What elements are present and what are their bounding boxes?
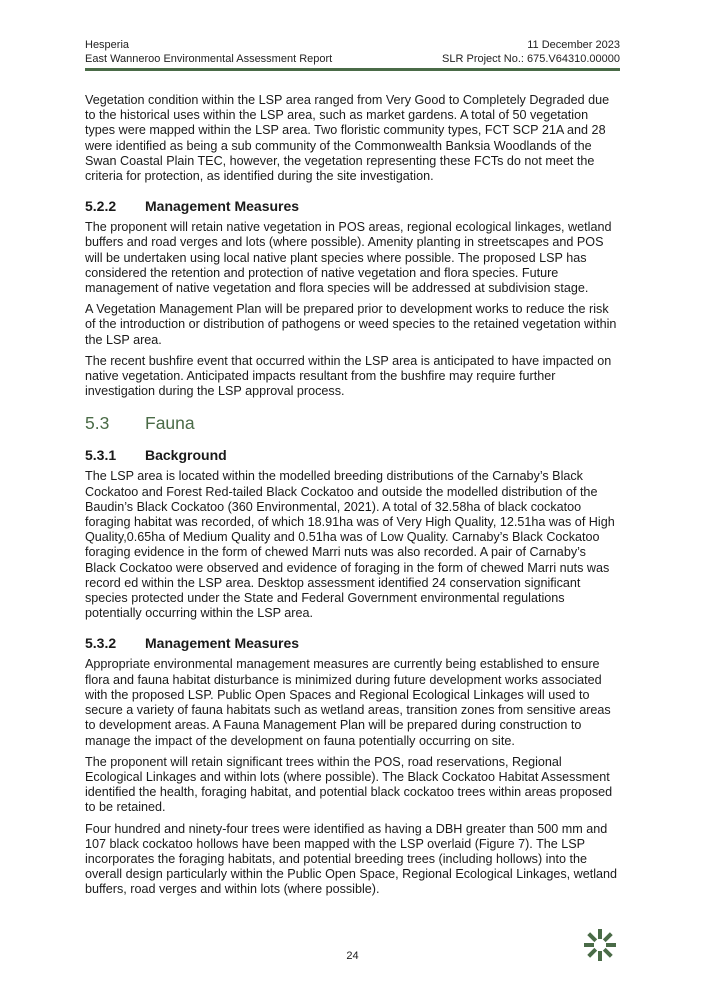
section-title: Fauna (145, 413, 195, 434)
section-5-3-1-heading (85, 447, 620, 463)
section-5-2-2-heading (85, 198, 620, 214)
paragraph: The proponent will retain significant trees within the POS, road reservations, Regional Ecological Linkages and within lots (where possible). The Black Cockatoo Habitat Assessment identified the health, foraging habitat, and potential black cockatoo trees within areas proposed to be retained. (85, 754, 613, 815)
paragraph: The recent bushfire event that occurred within the LSP area is anticipated to have impacted on native vegetation. Anticipated impacts resultant from the bushfire may require further investigation during the LSP approval process. (85, 353, 612, 399)
section-number: 5.3.2 (85, 635, 117, 652)
slr-logo-icon (583, 928, 617, 962)
section-5-3-heading (85, 413, 620, 433)
header-company: Hesperia (85, 39, 130, 51)
page-number: 24 (346, 950, 359, 962)
header-date: 11 December 2023 (527, 39, 620, 51)
section-number: 5.2.2 (85, 198, 117, 215)
header-project-number: SLR Project No.: 675.V64310.00000 (442, 53, 620, 65)
header-divider (85, 68, 620, 71)
paragraph: The proponent will retain native vegetation in POS areas, regional ecological linkages, wetland buffers and road verges and lots (where possible). Amenity planting in streetscapes and POS will be undertaken using local native plant species where possible. The proposed LSP has considered the retention and protection of native vegetation and flora species. Future management of native vegetation and flora species will be addressed at subdivision stage. (85, 220, 612, 296)
section-title: Background (145, 447, 227, 464)
document-body (85, 93, 620, 904)
section-5-3-2-heading (85, 635, 620, 651)
intro-paragraph: Vegetation condition within the LSP area ranged from Very Good to Completely Degraded due to the historical uses within the LSP area, such as market gardens. A total of 50 vegetation types were mapped within the LSP area. Two floristic community types, FCT SCP 21A and 28 were identified as being a sub community of the Commonwealth Banksia Woodlands of the Swan Coastal Plain TEC, however, the vegetation representing these FCTs do not meet the criteria for protection, as identified during the site investigation. (85, 93, 610, 184)
page-header (85, 38, 620, 66)
section-title: Management Measures (145, 635, 300, 652)
header-report-title: East Wanneroo Environmental Assessment Report (85, 53, 333, 65)
section-number: 5.3 (85, 413, 110, 434)
section-title: Management Measures (145, 198, 300, 215)
paragraph: The LSP area is located within the modelled breeding distributions of the Carnaby’s Black Cockatoo and Forest Red-tailed Black Cockatoo and outside the modelled distribution of the Baudin’s Black Cockatoo (360 Environmental, 2021). A total of 32.58ha of black cockatoo foraging habitat was recorded, of which 18.91ha was of Very High Quality, 12.51ha was of High Quality,0.65ha of Medium Quality and 0.51ha was of Low Quality. Carnaby’s Black Cockatoo foraging evidence in the form of chewed Marri nuts was also recorded. A pair of Carnaby’s Black Cockatoo were observed and evidence of foraging in the form of chewed Marri nuts was record ed within the LSP area. Desktop assessment identified 24 conservation significant species protected under the State and Federal Government environmental regulations potentially occurring within the LSP area. (85, 469, 615, 621)
paragraph: A Vegetation Management Plan will be prepared prior to development works to reduce the risk of the introduction or distribution of pathogens or weed species to the retained vegetation within the LSP area. (85, 302, 617, 347)
section-number: 5.3.1 (85, 447, 117, 464)
paragraph: Four hundred and ninety-four trees were identified as having a DBH greater than 500 mm and 107 black cockatoo hollows have been mapped with the LSP overlaid (Figure 7). The LSP incorporates the foraging habitats, and potential breeding trees (including hollows) into the overall design particularly within the Public Open Space, Regional Ecological Linkages, wetland buffers, road verges and within lots (where possible). (85, 821, 618, 897)
paragraph: Appropriate environmental management measures are currently being established to ensure flora and fauna habitat disturbance is minimized during future development works associated with the proposed LSP. Public Open Spaces and Regional Ecological Linkages will used to secure a variety of fauna habitats such as wetland areas, transition zones from sensitive areas to development areas. A Fauna Management Plan will be prepared during construction to manage the impact of the development on fauna potentially occurring on site. (85, 657, 611, 748)
